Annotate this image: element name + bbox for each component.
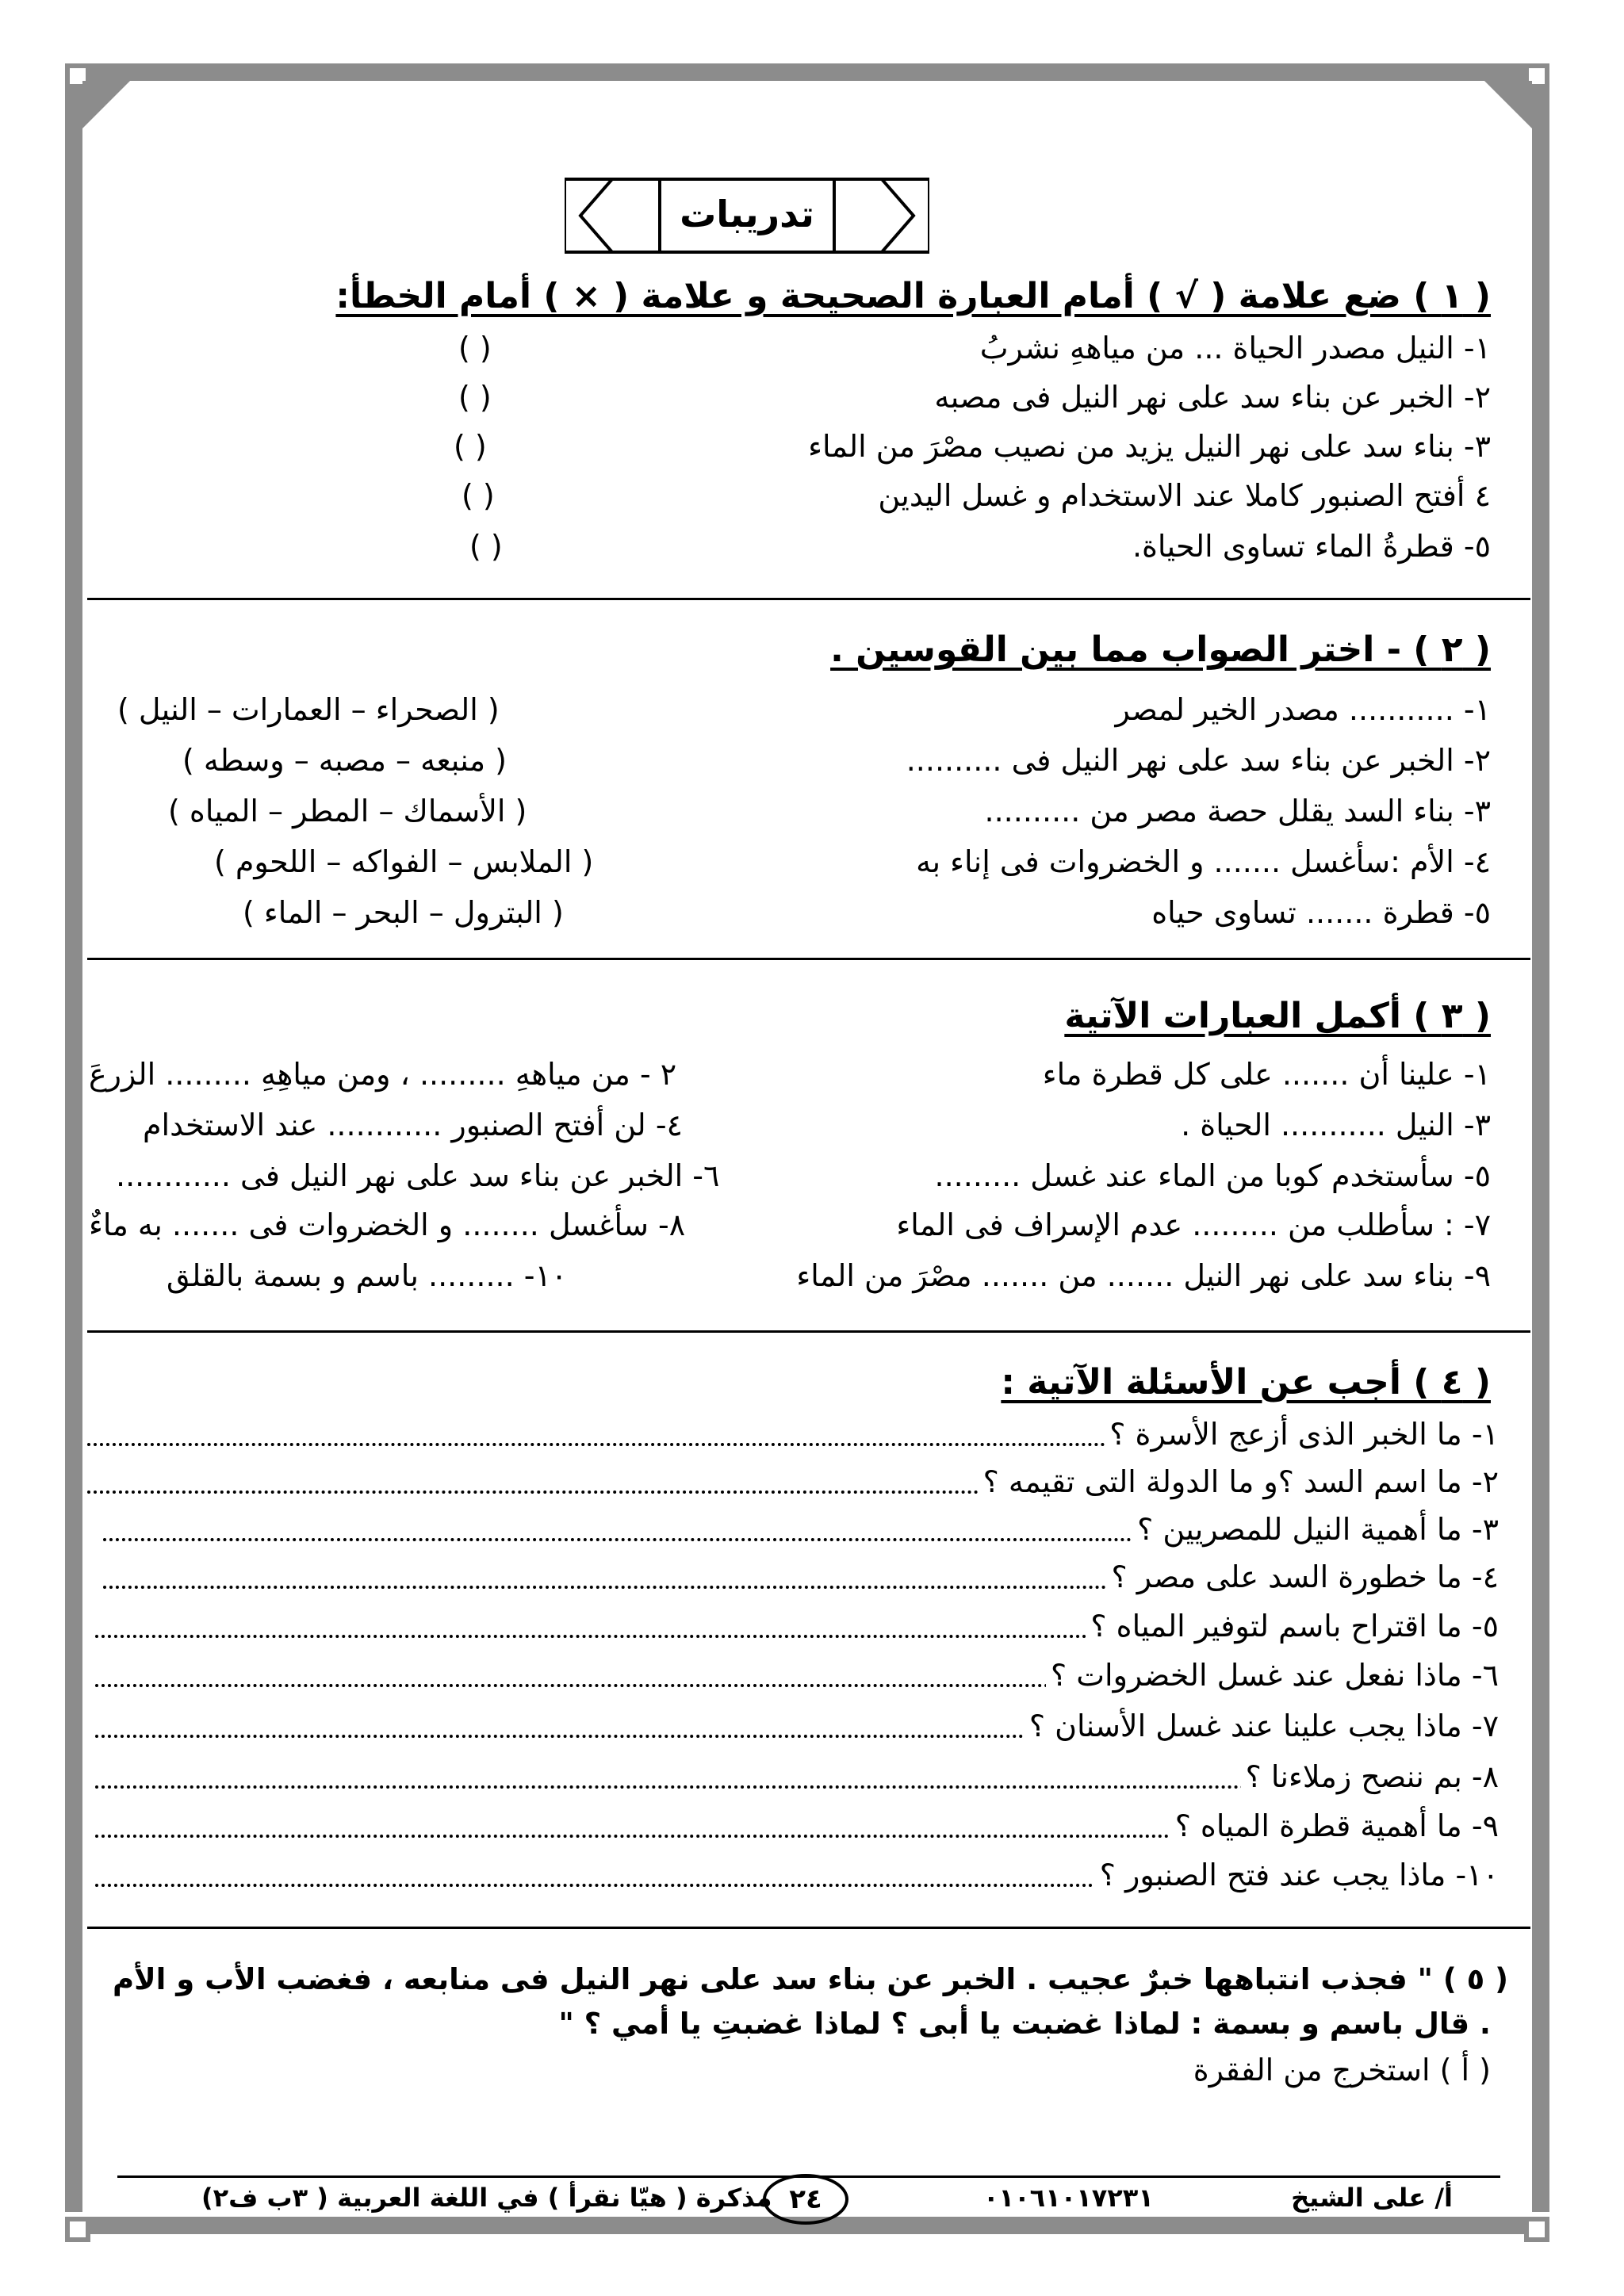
- section3-item-7: ٧- : سأطلب من ......... عدم الإسراف فى الماء: [896, 1207, 1491, 1242]
- section4-heading: ( ٤ ) أجب عن الأسئلة الآتية :: [1001, 1362, 1491, 1402]
- section3-item-1: ١- علينا أن ....... على كل قطرة ماء: [1042, 1057, 1491, 1092]
- question-answer-row-8[interactable]: [87, 1757, 1499, 1797]
- footer-phone: ٠١٠٦١٠١٧٢٣١: [983, 2183, 1154, 2213]
- question-text: ٣- ما أهمية النيل للمصريين ؟: [1132, 1510, 1499, 1549]
- section-divider: [87, 958, 1530, 960]
- page-border-top: [87, 63, 1530, 81]
- section2-choices-1: ( الصحراء – العمارات – النيل ): [117, 692, 500, 727]
- section2-choices-5: ( البترول – البحر – الماء ): [243, 895, 564, 930]
- footer-author: أ/ على الشيخ: [1291, 2183, 1453, 2213]
- section3-item-9: ٩- بناء سد على نهر النيل ....... من ....... مصْرَ من الماء: [796, 1258, 1491, 1293]
- section-divider: [87, 598, 1530, 600]
- question-answer-row-3[interactable]: [87, 1510, 1499, 1549]
- section5-paragraph-line-1: ( ٥ ) " فجذب انتباهها خبرٌ عجيب . الخبر عن بناء سد على نهر النيل فى منابعه ، فغضب الأب و الأم: [112, 1962, 1508, 1996]
- section2-choices-4: ( الملابس – الفواكه – اللحوم ): [214, 844, 594, 879]
- question-text: ١- ما الخبر الذى أزعج الأسرة ؟: [1105, 1414, 1499, 1454]
- answer-box-5[interactable]: ( ): [469, 529, 503, 564]
- section1-item-1: ١- النيل مصدر الحياة ... من مياههِ نشربُ: [979, 331, 1491, 365]
- page-title: تدريبات: [680, 193, 814, 235]
- page-number: ٢٤: [763, 2174, 848, 2225]
- section3-item-2: ٢ - من مياههِ ......... ، ومن مياهِهِ ......... الزرعَ: [89, 1057, 677, 1092]
- section3-item-5: ٥- سأستخدم كوبا من الماء عند غسل .........: [934, 1158, 1491, 1193]
- page-border-right: [1532, 87, 1549, 2212]
- question-text: ٧- ماذا يجب علينا عند غسل الأسنان ؟: [1025, 1706, 1499, 1746]
- question-text: ٢- ما اسم السد ؟و ما الدولة التى تقيمه ؟: [979, 1462, 1499, 1502]
- corner-triangle-top-right: [1484, 81, 1532, 128]
- section2-question-1: ١- ........... مصدر الخير لمصر: [1115, 692, 1491, 727]
- section2-choices-2: ( منبعه – مصبه – وسطه ): [182, 743, 508, 778]
- footer-book-title: مذكرة ( هيّا نقرأ ) في اللغة العربية ( ٣ب ف٢): [201, 2183, 772, 2213]
- title-banner: [565, 176, 929, 255]
- corner-square-bottom-right: [1524, 2217, 1549, 2242]
- section2-question-2: ٢- الخبر عن بناء سد على نهر النيل فى ..........: [906, 743, 1491, 778]
- section-divider: [87, 1927, 1530, 1929]
- section5-paragraph-line-2: . قال باسم و بسمة : لماذا غضبت يا أبى ؟ لماذا غضبتِ يا أمي ؟ ": [558, 2007, 1491, 2041]
- section3-item-8: ٨- سأغسل ........ و الخضروات فى ....... به ماءٌ: [89, 1207, 686, 1242]
- answer-box-1[interactable]: ( ): [458, 331, 492, 365]
- section2-question-5: ٥- قطرة ....... تساوى حياه: [1151, 895, 1491, 930]
- section2-question-3: ٣- بناء السد يقلل حصة مصر من ..........: [984, 794, 1491, 828]
- section1-item-2: ٢- الخبر عن بناء سد على نهر النيل فى مصبه: [934, 380, 1491, 415]
- section3-item-10: ١٠- ......... باسم و بسمة بالقلق: [167, 1258, 568, 1293]
- answer-box-2[interactable]: ( ): [458, 380, 492, 415]
- question-answer-row-1[interactable]: [87, 1414, 1499, 1454]
- question-answer-row-4[interactable]: [87, 1557, 1499, 1597]
- question-text: ٩- ما أهمية قطرة المياه ؟: [1170, 1806, 1499, 1846]
- question-text: ٥- ما اقتراح باسم لتوفير المياه ؟: [1086, 1606, 1499, 1646]
- section1-item-5: ٥- قطرةُ الماء تساوى الحياة.: [1132, 529, 1491, 564]
- section1-item-3: ٣- بناء سد على نهر النيل يزيد من نصيب مصْرَ من الماء: [808, 429, 1491, 464]
- section1-heading: ( ١ ) ضع علامة ( √ ) أمام العبارة الصحيحة و علامة ( × ) أمام الخطأ:: [335, 276, 1491, 316]
- section-divider: [87, 1330, 1530, 1333]
- question-answer-row-7[interactable]: [87, 1706, 1499, 1746]
- page-border-left: [65, 87, 82, 2212]
- section3-item-6: ٦- الخبر عن بناء سد على نهر النيل فى ............: [116, 1158, 720, 1193]
- corner-triangle-top-left: [82, 81, 130, 128]
- question-answer-row-6[interactable]: [87, 1655, 1499, 1695]
- section3-item-3: ٣- النيل ........... الحياة .: [1181, 1108, 1491, 1142]
- question-text: ١٠- ماذا يجب عند فتح الصنبور ؟: [1095, 1855, 1499, 1895]
- question-answer-row-9[interactable]: [87, 1806, 1499, 1846]
- question-answer-row-2[interactable]: [87, 1462, 1499, 1502]
- section2-question-4: ٤- الأم :سأغسل ....... و الخضروات فى إناء به: [916, 844, 1491, 879]
- section1-item-4: ٤ أفتح الصنبور كاملا عند الاستخدام و غسل اليدين: [878, 478, 1491, 513]
- section5-subquestion: ( أ ) استخرج من الفقرة: [1193, 2053, 1491, 2087]
- question-text: ٨- بم ننصح زملاءنا ؟: [1241, 1757, 1499, 1797]
- question-answer-row-5[interactable]: [87, 1606, 1499, 1646]
- section3-item-4: ٤- لن أفتح الصنبور ............ عند الاستخدام: [143, 1108, 683, 1142]
- answer-box-3[interactable]: ( ): [454, 429, 487, 464]
- question-answer-row-10[interactable]: [87, 1855, 1499, 1895]
- corner-square-bottom-left: [65, 2217, 90, 2242]
- question-text: ٤- ما خطورة السد على مصر ؟: [1107, 1557, 1499, 1597]
- section3-heading: ( ٣ ) أكمل العبارات الآتية: [1064, 996, 1491, 1036]
- section2-heading: ( ٢ ) - اختر الصواب مما بين القوسين .: [830, 629, 1491, 670]
- section2-choices-3: ( الأسماك – المطر – المياه ): [168, 794, 527, 828]
- answer-box-4[interactable]: ( ): [462, 478, 495, 513]
- question-text: ٦- ماذا نفعل عند غسل الخضروات ؟: [1046, 1655, 1499, 1695]
